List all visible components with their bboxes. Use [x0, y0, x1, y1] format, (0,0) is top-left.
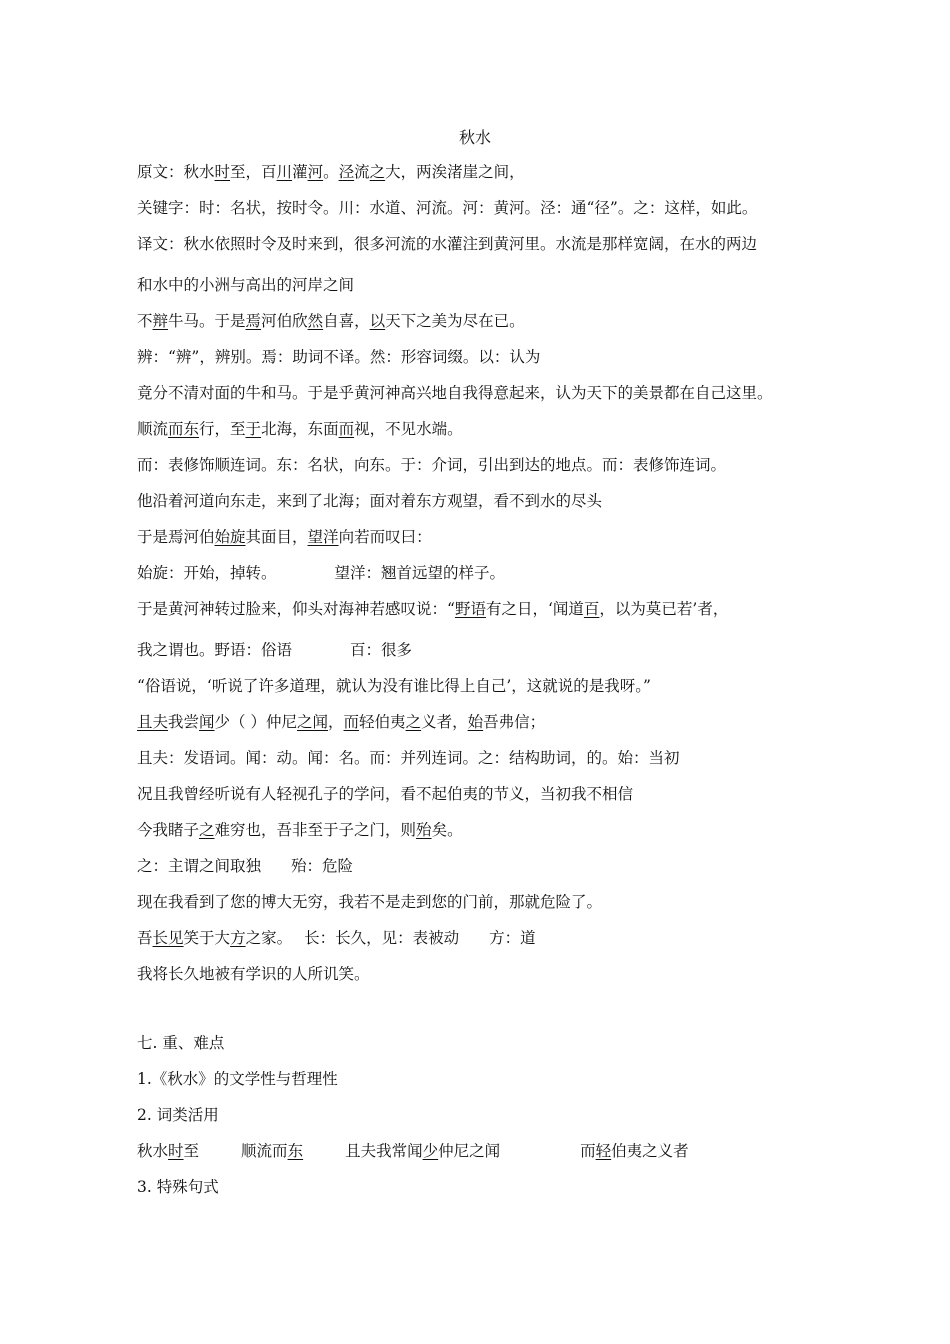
underlined-keyword: 然 — [307, 312, 324, 330]
example-1 — [137, 1142, 199, 1160]
text-segment: 百：很多 — [350, 641, 413, 659]
underlined-keyword: 殆 — [416, 821, 432, 839]
text-segment: 矣。 — [431, 821, 463, 839]
underlined-keyword: 且夫 — [137, 713, 169, 731]
underlined-keyword: 而东 — [168, 420, 200, 438]
underlined-keyword: 河 — [307, 163, 324, 181]
translation-line-2: 竟分不清对面的牛和马。于是乎黄河神高兴地自我得意起来，认为天下的美景都在自己这里。 — [137, 384, 773, 402]
text-segment: 至，百 — [230, 163, 277, 181]
page-title: 秋水 — [458, 128, 491, 147]
original-text-line-5 — [137, 711, 545, 733]
underlined-keyword: 辩 — [152, 312, 169, 330]
text-segment: 原文：秋水 — [137, 163, 215, 181]
underlined-keyword: 时 — [168, 1142, 184, 1160]
text-segment: 伯夷之义者 — [611, 1142, 689, 1160]
text-segment: 吾弗信； — [483, 713, 546, 731]
text-segment: 而 — [580, 1142, 596, 1160]
text-segment: 北海，东面 — [261, 420, 339, 438]
text-segment: 义者， — [421, 713, 468, 731]
translation-line-6: 况且我曾经听说有人轻视孔子的学问，看不起伯夷的节义，当初我不相信 — [137, 785, 634, 803]
example-2 — [241, 1142, 303, 1160]
original-text-line-3 — [137, 418, 463, 440]
translation-line-1b: 和水中的小洲与高出的河岸之间 — [137, 276, 355, 294]
underlined-keyword: 泾 — [338, 163, 355, 181]
translation-line-1: 译文：秋水依照时令及时来到，很多河流的水灌注到黄河里。水流是那样宽阔，在水的两边 — [137, 235, 758, 253]
underlined-keyword: 于 — [245, 420, 262, 438]
text-segment: 少（ ）仲尼 — [214, 713, 297, 731]
underlined-keyword: 以 — [369, 312, 386, 330]
translation-line-5: “俗语说，‘听说了许多道理，就认为没有谁比得上自己’，这就说的是我呀。” — [137, 677, 651, 695]
underlined-keyword: 之 — [405, 713, 422, 731]
text-segment: 自喜， — [323, 312, 370, 330]
keywords-line-3: 而：表修饰顺连词。东：名状，向东。于：介词，引出到达的地点。而：表修饰连词。 — [137, 456, 727, 474]
text-segment: 轻伯夷 — [359, 713, 406, 731]
text-segment: ，以为莫已若’者， — [599, 600, 729, 618]
text-segment: 大，两涘渚崖之间， — [385, 163, 525, 181]
underlined-keyword: 野语 — [454, 600, 486, 618]
example-3 — [345, 1142, 500, 1160]
text-segment: 之家。 — [245, 929, 293, 947]
text-segment: 始旋：开始，掉转。 — [137, 564, 277, 582]
text-segment: 不 — [137, 312, 153, 330]
translation-line-4 — [137, 598, 728, 620]
text-segment: 之：主谓之间取独 — [137, 857, 262, 875]
text-segment: 有之日，‘闻道 — [485, 600, 584, 618]
text-segment: 吾 — [137, 929, 153, 947]
text-segment: 方：道 — [489, 929, 536, 947]
keywords-line-7 — [137, 855, 353, 877]
section-heading-7: 七. 重、难点 — [137, 1034, 225, 1052]
underlined-keyword: 焉 — [245, 312, 262, 330]
text-segment: 我尝 — [168, 713, 200, 731]
underlined-keyword: 长 — [152, 929, 169, 947]
underlined-keyword: 方 — [230, 929, 246, 947]
translation-line-7: 现在我看到了您的博大无穷，我若不是走到您的门前，那就危险了。 — [137, 893, 603, 911]
section-item-1: 1.《秋水》的文学性与哲理性 — [137, 1070, 338, 1088]
text-segment: 顺流而 — [241, 1142, 288, 1160]
original-text-line-2 — [137, 310, 525, 332]
underlined-keyword: 少 — [422, 1142, 439, 1160]
keywords-line-4 — [137, 562, 505, 584]
underlined-keyword: 之 — [296, 713, 313, 731]
text-segment: 仲尼之闻 — [438, 1142, 501, 1160]
text-segment: 且夫我常闻 — [345, 1142, 423, 1160]
original-text-line-1 — [137, 161, 525, 183]
section-item-2: 2. 词类活用 — [137, 1106, 219, 1124]
text-segment: 天下之美为尽在已。 — [385, 312, 525, 330]
text-segment: 于是黄河神转过脸来，仰头对海神若感叹说：“ — [137, 600, 455, 618]
text-segment: 行，至 — [199, 420, 246, 438]
keywords-line-5 — [137, 639, 412, 661]
text-segment: 河伯欣 — [261, 312, 308, 330]
section-item-3: 3. 特殊句式 — [137, 1178, 219, 1196]
text-segment: 向若而叹曰： — [338, 528, 432, 546]
underlined-keyword: 之 — [369, 163, 386, 181]
underlined-keyword: 始旋 — [214, 528, 246, 546]
text-segment: 视，不见水端。 — [354, 420, 463, 438]
translation-line-3: 他沿着河道向东走，来到了北海；面对着东方观望，看不到水的尽头 — [137, 492, 603, 510]
text-segment: 难穷也，吾非至于子之门，则 — [214, 821, 417, 839]
original-text-line-7 — [137, 927, 536, 949]
underlined-keyword: 之 — [199, 821, 215, 839]
text-segment: 望洋：翘首远望的样子。 — [334, 564, 506, 582]
keywords-line-1: 关键字：时：名状，按时令。川：水道、河流。河：黄河。泾：通“径”。之：这样，如此。 — [137, 199, 758, 217]
text-segment: 笑于大 — [183, 929, 231, 947]
underlined-keyword: 闻 — [199, 713, 215, 731]
underlined-keyword: 川 — [276, 163, 293, 181]
text-segment: 至 — [183, 1142, 200, 1160]
text-segment: 今我睹子 — [137, 821, 200, 839]
keywords-line-2: 辨：“辨”，辨别。焉：助词不译。然：形容词缀。以：认为 — [137, 348, 541, 366]
underlined-keyword: 见 — [168, 929, 184, 947]
underlined-keyword: 百 — [583, 600, 600, 618]
underlined-keyword: 望洋 — [307, 528, 339, 546]
text-segment: 于是焉河伯 — [137, 528, 215, 546]
original-text-line-4 — [137, 526, 432, 548]
text-segment: 长：长久，见：表被动 — [304, 929, 460, 947]
text-segment: 殆：危险 — [291, 857, 354, 875]
word-usage-examples — [137, 1140, 689, 1162]
text-segment: 牛马。于是 — [168, 312, 246, 330]
underlined-keyword: 始 — [467, 713, 484, 731]
underlined-keyword: 时 — [214, 163, 231, 181]
translation-line-8: 我将长久地被有学识的人所讥笑。 — [137, 965, 370, 983]
underlined-keyword: 而 — [343, 713, 360, 731]
original-text-line-6 — [137, 819, 463, 841]
text-segment: 其面目， — [245, 528, 308, 546]
text-segment: 顺流 — [137, 420, 169, 438]
text-segment: ， — [328, 713, 344, 731]
text-segment: 灌 — [292, 163, 308, 181]
text-segment: 。 — [323, 163, 339, 181]
underlined-keyword: 东 — [287, 1142, 304, 1160]
keywords-line-6: 且夫：发语词。闻：动。闻：名。而：并列连词。之：结构助词，的。始：当初 — [137, 749, 680, 767]
underlined-keyword: 轻 — [595, 1142, 612, 1160]
text-segment: 流 — [354, 163, 370, 181]
text-segment: 秋水 — [137, 1142, 169, 1160]
underlined-keyword: 而 — [338, 420, 355, 438]
example-4 — [580, 1142, 689, 1160]
underlined-keyword: 闻 — [312, 713, 329, 731]
text-segment: 我之谓也。野语：俗语 — [137, 641, 293, 659]
